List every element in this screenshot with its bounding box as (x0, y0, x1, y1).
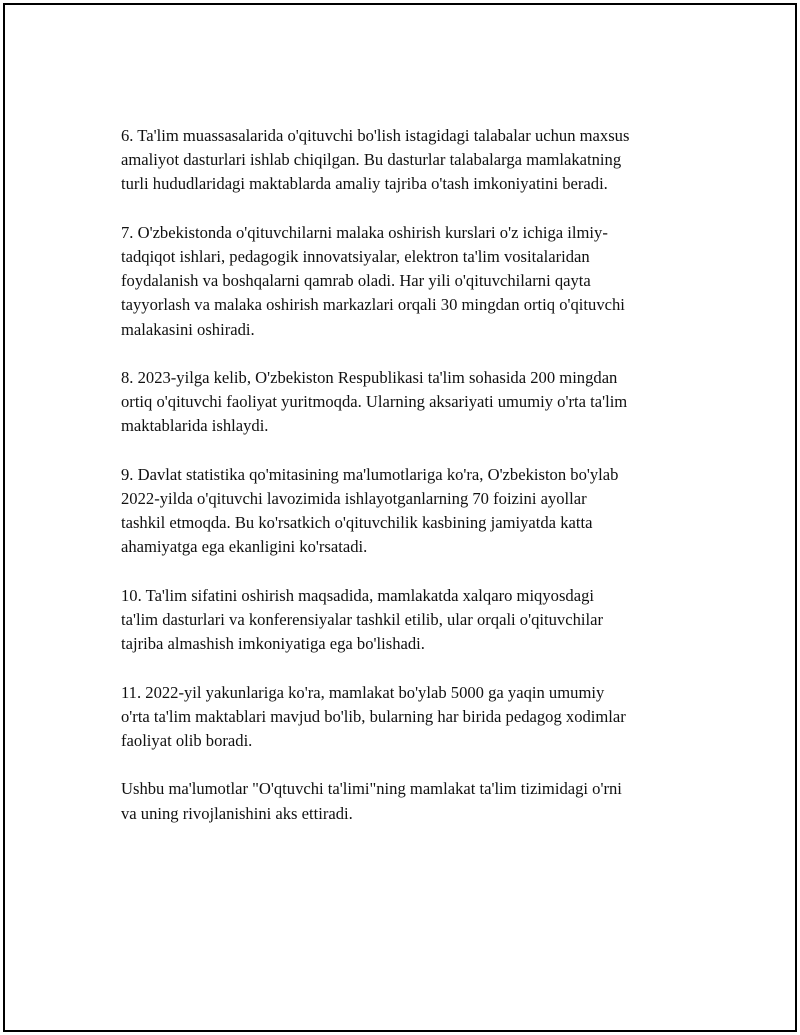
paragraph-11 (121, 681, 701, 754)
paragraph-line: 7. O'zbekistonda o'qituvchilarni malaka oshirish kurslari o'z ichiga ilmiy- (121, 222, 608, 242)
paragraph-line: malakasini oshiradi. (121, 319, 255, 339)
paragraph-9 (121, 463, 701, 560)
paragraph-line: 10. Ta'lim sifatini oshirish maqsadida, mamlakatda xalqaro miqyosdagi (121, 585, 594, 605)
paragraph-line: ta'lim dasturlari va konferensiyalar tashkil etilib, ular orqali o'qituvchilar (121, 610, 603, 629)
paragraph-line: 2022-yilda o'qituvchi lavozimida ishlayotganlarning 70 foizini ayollar (121, 489, 587, 508)
paragraph-line: faoliyat olib boradi. (121, 731, 253, 750)
paragraph-conclusion (121, 777, 701, 825)
paragraph-line: 11. 2022-yil yakunlariga ko'ra, mamlakat bo'ylab 5000 ga yaqin umumiy (121, 682, 605, 702)
paragraph-line: amaliyot dasturlari ishlab chiqilgan. Bu dasturlar talabalarga mamlakatning (121, 150, 622, 170)
page-frame (3, 3, 797, 1032)
paragraph-line: ahamiyatga ega ekanligini ko'rsatadi. (121, 537, 368, 557)
paragraph-7 (121, 221, 701, 342)
paragraph-8 (121, 366, 701, 439)
paragraph-10 (121, 584, 701, 657)
paragraph-line: ortiq o'qituvchi faoliyat yuritmoqda. Ularning aksariyati umumiy o'rta ta'lim (121, 392, 628, 412)
paragraph-line: foydalanish va boshqalarni qamrab oladi. Har yili o'qituvchilarni qayta (121, 271, 591, 291)
paragraph-line: va uning rivojlanishini aks ettiradi. (121, 803, 353, 823)
paragraph-line: tadqiqot ishlari, pedagogik innovatsiyalar, elektron ta'lim vositalaridan (121, 247, 590, 266)
paragraph-line: tajriba almashish imkoniyatiga ega bo'lishadi. (121, 634, 425, 654)
paragraph-line: 6. Ta'lim muassasalarida o'qituvchi bo'lish istagidagi talabalar uchun maxsus (121, 126, 630, 145)
paragraph-line: o'rta ta'lim maktablari mavjud bo'lib, bularning har birida pedagog xodimlar (121, 706, 626, 726)
paragraph-line: tayyorlash va malaka oshirish markazlari orqali 30 mingdan ortiq o'qituvchi (121, 295, 625, 315)
paragraph-line: Ushbu ma'lumotlar "O'qtuvchi ta'limi"ning mamlakat ta'lim tizimidagi o'rni (121, 779, 622, 799)
paragraph-line: turli hududlaridagi maktablarda amaliy tajriba o'tash imkoniyatini beradi. (121, 174, 608, 194)
paragraph-line: 8. 2023-yilga kelib, O'zbekiston Respublikasi ta'lim sohasida 200 mingdan (121, 368, 618, 387)
paragraph-line: tashkil etmoqda. Bu ko'rsatkich o'qituvchilik kasbining jamiyatda katta (121, 513, 593, 533)
paragraph-line: 9. Davlat statistika qo'mitasining ma'lumotlariga ko'ra, O'zbekiston bo'ylab (121, 464, 619, 484)
paragraph-6 (121, 124, 701, 197)
paragraph-line: maktablarida ishlaydi. (121, 416, 269, 436)
document-body (121, 124, 701, 850)
